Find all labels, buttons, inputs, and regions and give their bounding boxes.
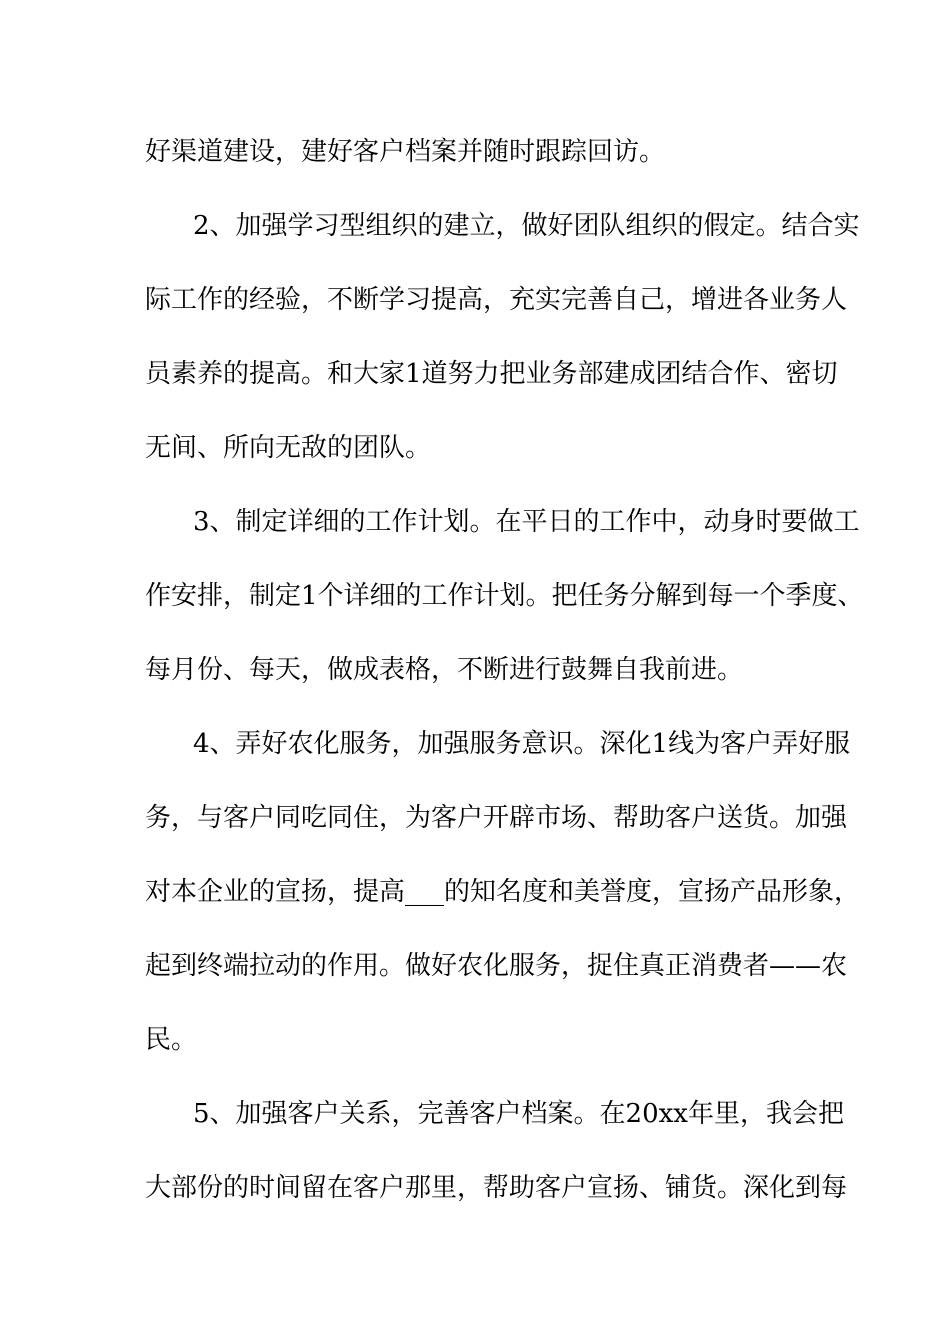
text-line: 每月份、每天，做成表格，不断进行鼓舞自我前进。 — [145, 655, 744, 685]
text-line: 务，与客户同吃同住，为客户开辟市场、帮助客户送货。加强 — [145, 803, 848, 833]
paragraph-5-start: 5、加强客户关系，完善客户档案。在20xx年里，我会把 — [193, 1099, 844, 1129]
text-line: 好渠道建设，建好客户档案并随时跟踪回访。 — [145, 137, 666, 167]
text-line: 大部份的时间留在客户那里，帮助客户宣扬、铺货。深化到每 — [145, 1173, 848, 1203]
paragraph-4-start: 4、弄好农化服务，加强服务意识。深化1线为客户弄好服 — [193, 729, 851, 759]
text-line: 际工作的经验，不断学习提高，充实完善自己，增进各业务人 — [145, 285, 848, 315]
text-line: 起到终端拉动的作用。做好农化服务，捉住真正消费者——农 — [145, 951, 848, 981]
text-line: 对本企业的宣扬，提高___的知名度和美誉度，宣扬产品形象， — [145, 877, 861, 907]
text-line: 员素养的提高。和大家1道努力把业务部建成团结合作、密切 — [145, 359, 838, 389]
text-line: 民。 — [145, 1025, 198, 1055]
text-line: 无间、所向无敌的团队。 — [145, 433, 432, 463]
paragraph-3-start: 3、制定详细的工作计划。在平日的工作中，动身时要做工 — [193, 507, 860, 537]
text-line: 作安排，制定1个详细的工作计划。把任务分解到每一个季度、 — [145, 581, 864, 611]
paragraph-2-start: 2、加强学习型组织的建立，做好团队组织的假定。结合实 — [193, 211, 860, 241]
